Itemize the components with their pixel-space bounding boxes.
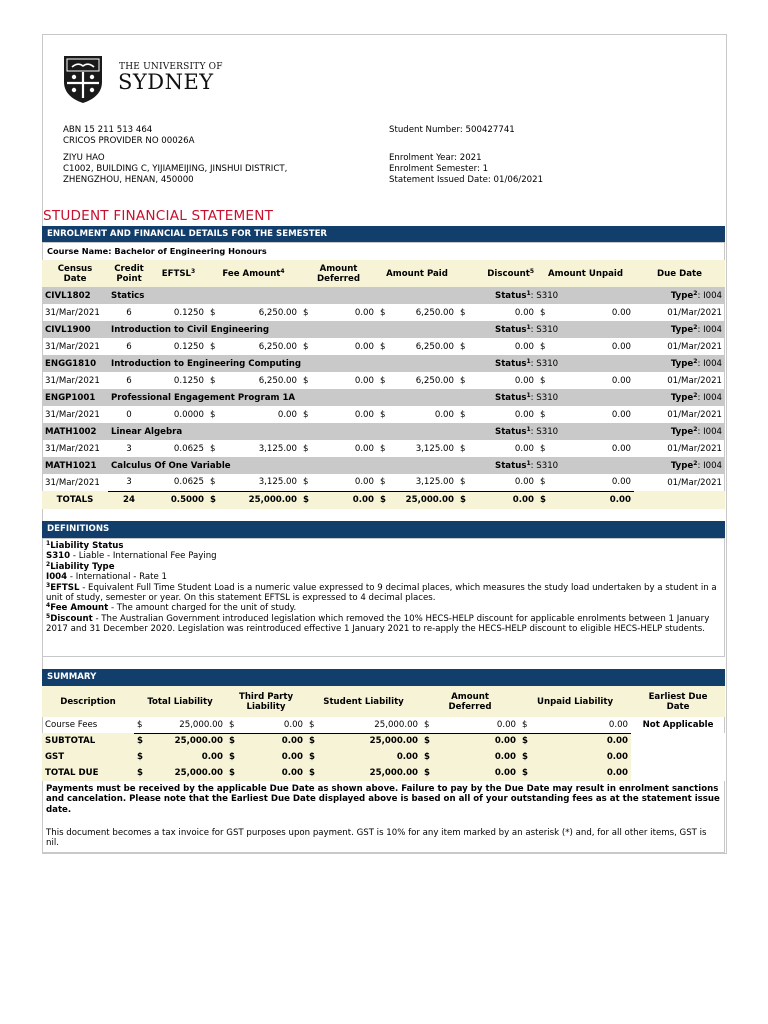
unit-name: Introduction to Engineering Computing (108, 355, 468, 372)
definition-item: $^3$EFTSL - Equivalent Full Time Student Load is a numeric value expressed to 9 decimal places, which measures the study load undertaken by a student in a unit of study, semester or year. On this statement EFTSL is expressed to 4 decimal places. (46, 581, 717, 604)
summary-row (42, 733, 725, 749)
unit-name: Professional Engagement Program 1A (108, 389, 468, 406)
due-date: 01/Mar/2021 (667, 477, 723, 488)
unit-detail-row (42, 372, 725, 389)
unit-name: Linear Algebra (108, 423, 468, 440)
currency-symbol: $ (457, 474, 468, 491)
unpaid-value: 0.00 (611, 443, 632, 454)
unit-status: Status$^1$: S310 (468, 321, 634, 338)
definition-item: $^1$Liability Status (46, 540, 124, 551)
discount-value: 0.00 (514, 375, 535, 386)
summary-deferred: 0.00 (433, 717, 519, 733)
summary-section-header: SUMMARY (42, 669, 725, 686)
currency-symbol: $ (306, 717, 318, 733)
student-name: ZIYU HAO (63, 153, 105, 163)
unit-name: Introduction to Civil Engineering (108, 321, 468, 338)
col-fee: Fee Amount$^4$ (207, 260, 300, 287)
summary-third: 0.00 (238, 717, 306, 733)
unit-type: Type$^2$: I004 (634, 287, 725, 304)
cricos: CRICOS PROVIDER NO 00026A (63, 135, 195, 146)
address-line: ZHENGZHOU, HENAN, 450000 (63, 174, 194, 185)
summary-row (42, 765, 725, 781)
eftsl-value: 0.1250 (173, 341, 204, 352)
totals-paid: 25,000.00 (388, 491, 457, 509)
summary-deferred: 0.00 (433, 749, 519, 765)
paid-value: 3,125.00 (388, 474, 457, 491)
summary-label: GST (42, 749, 134, 765)
unit-detail-row (42, 338, 725, 355)
deferred-value: 0.00 (354, 307, 374, 318)
col-total-liability: Total Liability (134, 686, 226, 717)
due-date: 01/Mar/2021 (667, 307, 723, 318)
totals-deferred: 0.00 (311, 491, 377, 509)
fee-value: 6,250.00 (258, 307, 297, 318)
logo-name: SYDNEY (118, 70, 214, 94)
eftsl-value: 0.0625 (150, 474, 207, 491)
currency-symbol: $ (380, 409, 386, 420)
course-name: Course Name: Bachelor of Engineering Honours (47, 246, 267, 256)
census-date: 31/Mar/2021 (45, 375, 100, 386)
discount-value: 0.00 (514, 409, 535, 420)
currency-symbol: $ (306, 749, 318, 765)
currency-symbol: $ (537, 491, 548, 509)
summary-total: 25,000.00 (146, 733, 226, 749)
issued-date: Statement Issued Date: 01/06/2021 (389, 174, 544, 185)
currency-symbol: $ (519, 733, 531, 749)
currency-symbol: $ (207, 474, 218, 491)
summary-student: 25,000.00 (318, 717, 421, 733)
currency-symbol: $ (226, 717, 238, 733)
census-date: 31/Mar/2021 (45, 409, 100, 420)
definition-item: $^5$Discount - The Australian Government introduced legislation which removed the 10% HECS-HELP discount for applicable enrolments between 1 January 2017 and 31 December 2020. Legislation was reintroduced effective 1 January 2021 to re-apply the HECS-HELP discount to eligible HECS-HELP students. (46, 612, 710, 635)
credit-point: 6 (126, 375, 132, 386)
currency-symbol: $ (377, 491, 388, 509)
definition-item: $^2$Liability Type (46, 560, 115, 572)
summary-earliest-due (631, 749, 725, 765)
enrolment-table (42, 260, 725, 509)
currency-symbol: $ (300, 491, 311, 509)
currency-symbol: $ (380, 443, 386, 454)
col-eftsl: EFTSL$^3$ (150, 260, 207, 287)
deferred-value: 0.00 (354, 375, 374, 386)
totals-unpaid: 0.00 (548, 491, 634, 509)
definitions-list (46, 541, 722, 635)
fee-value: 6,250.00 (258, 341, 297, 352)
summary-third: 0.00 (238, 765, 306, 781)
paid-value: 6,250.00 (415, 307, 454, 318)
totals-label: TOTALS (42, 491, 108, 509)
col-description: Description (42, 686, 134, 717)
unit-status: Status$^1$: S310 (468, 457, 634, 474)
definition-item: I004 - International - Rate 1 (46, 572, 168, 583)
currency-symbol: $ (303, 341, 309, 352)
currency-symbol: $ (134, 765, 146, 781)
col-amount-deferred: Amount Deferred (421, 686, 519, 717)
currency-symbol: $ (540, 375, 546, 386)
unit-code: ENGP1001 (42, 389, 108, 406)
summary-earliest-due (631, 733, 725, 749)
currency-symbol: $ (460, 341, 466, 352)
unit-detail-row (42, 304, 725, 321)
enrolment-year: Enrolment Year: 2021 (389, 153, 482, 163)
logo-prefix: THE UNIVERSITY OF (119, 62, 223, 72)
fee-value: 0.00 (277, 409, 297, 420)
currency-symbol: $ (460, 375, 466, 386)
summary-row (42, 717, 725, 733)
census-date: 31/Mar/2021 (45, 443, 100, 454)
unit-code: CIVL1802 (42, 287, 108, 304)
currency-symbol: $ (457, 491, 468, 509)
unit-detail-row (42, 440, 725, 457)
currency-symbol: $ (210, 375, 216, 386)
currency-symbol: $ (134, 717, 146, 733)
unit-type: Type$^2$: I004 (634, 389, 725, 406)
provider-info (63, 125, 195, 147)
summary-student: 25,000.00 (318, 733, 421, 749)
unit-header-row (42, 355, 725, 372)
enrolment-semester: Enrolment Semester: 1 (389, 163, 489, 174)
currency-symbol: $ (460, 409, 466, 420)
currency-symbol: $ (226, 733, 238, 749)
summary-third: 0.00 (238, 749, 306, 765)
unpaid-value: 0.00 (548, 474, 634, 491)
deferred-value: 0.00 (354, 443, 374, 454)
payment-note: Payments must be received by the applicable Due Date as shown above. Failure to pay by the Due Date may result in enrolment sanctions and cancelation. Please note that the Earliest Due Date displayed above is based on all of your outstanding fees as at the statement issue date. (46, 784, 720, 815)
summary-student: 25,000.00 (318, 765, 421, 781)
totals-fee: 25,000.00 (218, 491, 300, 509)
currency-symbol: $ (540, 409, 546, 420)
col-student-liability: Student Liability (306, 686, 421, 717)
unit-code: ENGG1810 (42, 355, 108, 372)
unit-detail-row (42, 406, 725, 423)
unit-status: Status$^1$: S310 (468, 389, 634, 406)
due-date: 01/Mar/2021 (667, 443, 723, 454)
unit-status: Status$^1$: S310 (468, 287, 634, 304)
summary-deferred: 0.00 (433, 765, 519, 781)
summary-row (42, 749, 725, 765)
currency-symbol: $ (540, 443, 546, 454)
unit-status: Status$^1$: S310 (468, 355, 634, 372)
deferred-value: 0.00 (354, 409, 374, 420)
summary-header (42, 686, 725, 717)
credit-point: 6 (126, 341, 132, 352)
discount-value: 0.00 (514, 307, 535, 318)
unit-header-row (42, 321, 725, 338)
credit-point: 3 (108, 474, 150, 491)
summary-unpaid: 0.00 (531, 717, 631, 733)
unit-status: Status$^1$: S310 (468, 423, 634, 440)
currency-symbol: $ (300, 474, 311, 491)
census-date: 31/Mar/2021 (45, 341, 100, 352)
definition-item: $^4$Fee Amount - The amount charged for the unit of study. (46, 602, 297, 614)
discount-value: 0.00 (514, 443, 535, 454)
summary-total: 25,000.00 (146, 765, 226, 781)
col-credit: Credit Point (108, 260, 150, 287)
currency-symbol: $ (380, 341, 386, 352)
currency-symbol: $ (306, 733, 318, 749)
col-third-party: Third Party Liability (226, 686, 306, 717)
currency-symbol: $ (380, 307, 386, 318)
summary-unpaid: 0.00 (531, 749, 631, 765)
unit-code: MATH1002 (42, 423, 108, 440)
enrolment-info (389, 153, 543, 185)
fee-value: 6,250.00 (258, 375, 297, 386)
unit-header-row (42, 423, 725, 440)
currency-symbol: $ (421, 733, 433, 749)
currency-symbol: $ (421, 765, 433, 781)
unit-name: Statics (108, 287, 468, 304)
currency-symbol: $ (210, 307, 216, 318)
unit-header-row (42, 287, 725, 304)
col-paid: Amount Paid (377, 260, 457, 287)
unit-code: MATH1021 (42, 457, 108, 474)
currency-symbol: $ (207, 491, 218, 509)
fee-value: 3,125.00 (258, 443, 297, 454)
summary-unpaid: 0.00 (531, 733, 631, 749)
summary-student: 0.00 (318, 749, 421, 765)
unit-type: Type$^2$: I004 (634, 355, 725, 372)
currency-symbol: $ (303, 443, 309, 454)
summary-total: 0.00 (146, 749, 226, 765)
unpaid-value: 0.00 (611, 409, 632, 420)
summary-third: 0.00 (238, 733, 306, 749)
paid-value: 0.00 (434, 409, 454, 420)
currency-symbol: $ (303, 375, 309, 386)
currency-symbol: $ (377, 474, 388, 491)
unpaid-value: 0.00 (611, 307, 632, 318)
student-number: Student Number: 500427741 (389, 125, 515, 135)
eftsl-value: 0.1250 (173, 375, 204, 386)
page-title: STUDENT FINANCIAL STATEMENT (43, 208, 274, 224)
currency-symbol: $ (421, 717, 433, 733)
currency-symbol: $ (134, 733, 146, 749)
currency-symbol: $ (210, 443, 216, 454)
credit-point: 6 (126, 307, 132, 318)
census-date: 31/Mar/2021 (45, 307, 100, 318)
summary-earliest-due (631, 765, 725, 781)
totals-due (634, 491, 725, 509)
unit-detail-row (42, 474, 725, 491)
deferred-value: 0.00 (311, 474, 377, 491)
student-address (63, 153, 287, 185)
eftsl-value: 0.0625 (173, 443, 204, 454)
definition-item: S310 - Liable - International Fee Paying (46, 551, 217, 562)
unit-type: Type$^2$: I004 (634, 423, 725, 440)
discount-value: 0.00 (468, 474, 537, 491)
unit-type: Type$^2$: I004 (634, 457, 725, 474)
currency-symbol: $ (303, 409, 309, 420)
due-date: 01/Mar/2021 (667, 341, 723, 352)
col-deferred: Amount Deferred (300, 260, 377, 287)
university-logo (62, 54, 222, 110)
unit-header-row (42, 389, 725, 406)
fee-value: 3,125.00 (218, 474, 300, 491)
paid-value: 3,125.00 (415, 443, 454, 454)
currency-symbol: $ (134, 749, 146, 765)
col-discount: Discount$^5$ (457, 260, 537, 287)
eftsl-value: 0.0000 (173, 409, 204, 420)
definitions-section-header: DEFINITIONS (42, 521, 725, 538)
currency-symbol: $ (540, 307, 546, 318)
abn: ABN 15 211 513 464 (63, 125, 153, 135)
currency-symbol: $ (421, 749, 433, 765)
currency-symbol: $ (519, 717, 531, 733)
currency-symbol: $ (519, 765, 531, 781)
summary-label: SUBTOTAL (42, 733, 134, 749)
currency-symbol: $ (460, 307, 466, 318)
summary-unpaid: 0.00 (531, 765, 631, 781)
census-date: 31/Mar/2021 (45, 477, 100, 488)
summary-table (42, 686, 725, 781)
paid-value: 6,250.00 (415, 341, 454, 352)
university-crest-icon (62, 54, 104, 104)
enrolment-section-header: ENROLMENT AND FINANCIAL DETAILS FOR THE SEMESTER (42, 226, 725, 242)
totals-row (42, 491, 725, 509)
currency-symbol: $ (226, 749, 238, 765)
summary-label: Course Fees (45, 720, 98, 730)
currency-symbol: $ (210, 341, 216, 352)
currency-symbol: $ (540, 341, 546, 352)
unit-code: CIVL1900 (42, 321, 108, 338)
address-line: C1002, BUILDING C, YIJIAMEIJING, JINSHUI DISTRICT, (63, 163, 288, 174)
totals-discount: 0.00 (468, 491, 537, 509)
deferred-value: 0.00 (354, 341, 374, 352)
unit-header-row (42, 457, 725, 474)
col-census: Census Date (42, 260, 108, 287)
totals-credit: 24 (108, 491, 150, 509)
currency-symbol: $ (460, 443, 466, 454)
col-due: Due Date (634, 260, 725, 287)
discount-value: 0.00 (514, 341, 535, 352)
currency-symbol: $ (210, 409, 216, 420)
summary-total: 25,000.00 (146, 717, 226, 733)
currency-symbol: $ (226, 765, 238, 781)
credit-point: 0 (126, 409, 132, 420)
unpaid-value: 0.00 (611, 375, 632, 386)
currency-symbol: $ (306, 765, 318, 781)
currency-symbol: $ (303, 307, 309, 318)
summary-deferred: 0.00 (433, 733, 519, 749)
due-date: 01/Mar/2021 (667, 409, 723, 420)
totals-eftsl: 0.5000 (150, 491, 207, 509)
unit-type: Type$^2$: I004 (634, 321, 725, 338)
summary-label: TOTAL DUE (42, 765, 134, 781)
table-header (42, 260, 725, 287)
eftsl-value: 0.1250 (173, 307, 204, 318)
col-unpaid: Amount Unpaid (537, 260, 634, 287)
summary-earliest-due: Not Applicable (642, 720, 714, 730)
currency-symbol: $ (380, 375, 386, 386)
due-date: 01/Mar/2021 (667, 375, 723, 386)
col-earliest-due: Earliest Due Date (631, 686, 725, 717)
gst-note: This document becomes a tax invoice for GST purposes upon payment. GST is 10% for any item marked by an asterisk (*) and, for all other items, GST is nil. (46, 828, 707, 849)
credit-point: 3 (126, 443, 132, 454)
unit-name: Calculus Of One Variable (108, 457, 468, 474)
col-unpaid-liability: Unpaid Liability (519, 686, 631, 717)
unpaid-value: 0.00 (611, 341, 632, 352)
currency-symbol: $ (519, 749, 531, 765)
paid-value: 6,250.00 (415, 375, 454, 386)
currency-symbol: $ (537, 474, 548, 491)
